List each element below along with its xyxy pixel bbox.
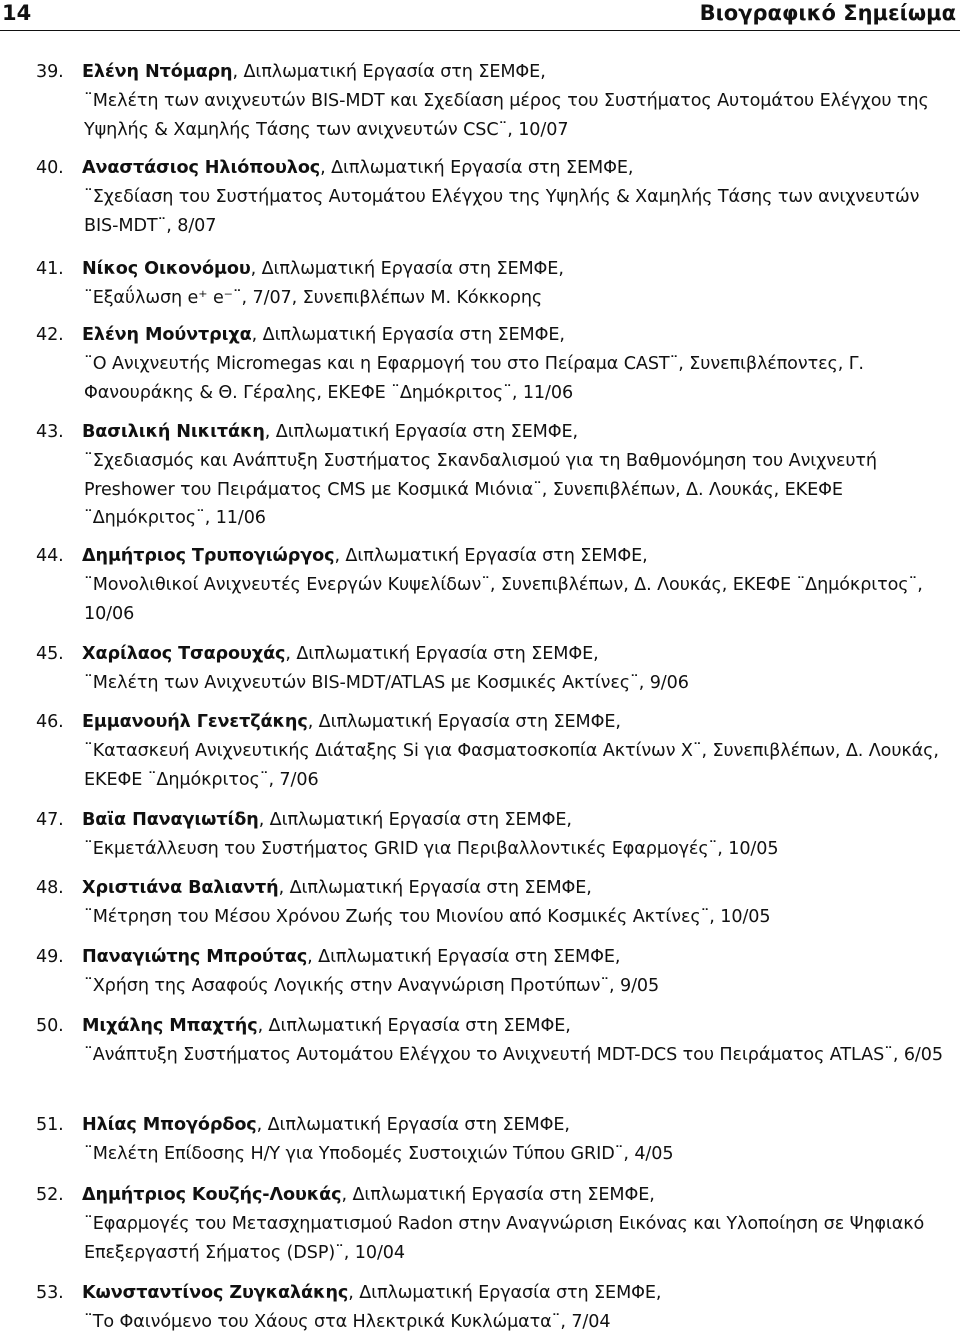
thesis-description: ¨Ο Ανιχνευτής Micromegas και η Εφαρμογή του στο Πείραμα CAST¨, Συνεπιβλέποντες, Γ. Φανουράκης & Θ. Γέραλης, ΕΚΕΦΕ ¨Δημόκριτος¨, 11/06 (84, 353, 864, 403)
thesis-affiliation: , Διπλωματική Εργασία στη ΣΕΜΦΕ, (232, 62, 546, 82)
list-item (36, 1279, 956, 1337)
thesis-description: ¨Μονολιθικοί Ανιχνευτές Ενεργών Κυψελίδων¨, Συνεπιβλέπων, Δ. Λουκάς, ΕΚΕΦΕ ¨Δημόκριτος¨, 10/06 (84, 574, 923, 624)
entry-number: 50. (36, 1016, 64, 1036)
list-item (36, 1181, 956, 1267)
student-name: Βαϊα Παναγιωτίδη (82, 810, 259, 830)
list-item (36, 255, 956, 313)
thesis-affiliation: , Διπλωματική Εργασία στη ΣΕΜΦΕ, (264, 422, 578, 442)
student-name: Νίκος Οικονόμου (82, 259, 251, 279)
thesis-affiliation: , Διπλωματική Εργασία στη ΣΕΜΦΕ, (307, 712, 621, 732)
thesis-description: ¨Μέτρηση του Μέσου Χρόνου Ζωής του Μιονίου από Κοσμικές Ακτίνες¨, 10/05 (84, 906, 771, 927)
entry-number: 49. (36, 947, 64, 967)
thesis-affiliation: , Διπλωματική Εργασία στη ΣΕΜΦΕ, (251, 325, 565, 345)
student-name: Μιχάλης Μπαχτής (82, 1016, 258, 1036)
student-name: Αναστάσιος Ηλιόπουλος (82, 158, 321, 178)
page-header (0, 0, 960, 31)
thesis-description: ¨Εξαΰλωση e⁺ e⁻¨, 7/07, Συνεπιβλέπων Μ. Κόκκορης (84, 287, 543, 308)
entry-number: 53. (36, 1283, 64, 1303)
thesis-affiliation: , Διπλωματική Εργασία στη ΣΕΜΦΕ, (341, 1185, 655, 1205)
list-item (36, 640, 956, 698)
entry-number: 48. (36, 878, 64, 898)
page-number: 14 (2, 1, 32, 25)
thesis-affiliation: , Διπλωματική Εργασία στη ΣΕΜΦΕ, (348, 1283, 662, 1303)
list-item (36, 806, 956, 864)
student-name: Βασιλική Νικιτάκη (82, 422, 265, 442)
thesis-affiliation: , Διπλωματική Εργασία στη ΣΕΜΦΕ, (256, 1115, 570, 1135)
thesis-affiliation: , Διπλωματική Εργασία στη ΣΕΜΦΕ, (320, 158, 634, 178)
entry-number: 43. (36, 422, 64, 442)
list-item (36, 1111, 956, 1169)
list-item (36, 542, 956, 628)
thesis-description: ¨Ανάπτυξη Συστήματος Αυτομάτου Ελέγχου το Ανιχνευτή MDT-DCS του Πειράματος ATLAS¨, 6/05 (84, 1044, 943, 1065)
entry-number: 42. (36, 325, 64, 345)
thesis-affiliation: , Διπλωματική Εργασία στη ΣΕΜΦΕ, (278, 878, 592, 898)
entry-number: 41. (36, 259, 64, 279)
thesis-affiliation: , Διπλωματική Εργασία στη ΣΕΜΦΕ, (250, 259, 564, 279)
list-item (36, 943, 956, 1001)
list-item (36, 874, 956, 932)
thesis-affiliation: , Διπλωματική Εργασία στη ΣΕΜΦΕ, (258, 810, 572, 830)
entry-number: 47. (36, 810, 64, 830)
thesis-affiliation: , Διπλωματική Εργασία στη ΣΕΜΦΕ, (285, 644, 599, 664)
student-name: Δημήτριος Κουζής-Λουκάς (82, 1185, 342, 1205)
student-name: Χαρίλαος Τσαρουχάς (82, 644, 286, 664)
thesis-affiliation: , Διπλωματική Εργασία στη ΣΕΜΦΕ, (334, 546, 648, 566)
entry-number: 40. (36, 158, 64, 178)
student-name: Παναγιώτης Μπρούτας (82, 947, 308, 967)
student-name: Ελένη Μούντριχα (82, 325, 252, 345)
thesis-description: ¨Σχεδίαση του Συστήματος Αυτομάτου Ελέγχου της Υψηλής & Χαμηλής Τάσης των ανιχνευτών BIS-MDT¨, 8/07 (84, 186, 920, 236)
entry-number: 52. (36, 1185, 64, 1205)
entry-number: 39. (36, 62, 64, 82)
student-name: Δημήτριος Τρυπογιώργος (82, 546, 335, 566)
list-item (36, 418, 956, 533)
list-item (36, 58, 956, 144)
entry-number: 44. (36, 546, 64, 566)
thesis-description: ¨Εκμετάλλευση του Συστήματος GRID για Περιβαλλοντικές Εφαρμογές¨, 10/05 (84, 838, 779, 859)
student-name: Κωνσταντίνος Ζυγκαλάκης (82, 1283, 349, 1303)
student-name: Εμμανουήλ Γενετζάκης (82, 712, 308, 732)
thesis-description: ¨Μελέτη των Ανιχνευτών BIS-MDT/ATLAS με Κοσμικές Ακτίνες¨, 9/06 (84, 672, 689, 693)
student-name: Χριστιάνα Βαλιαντή (82, 878, 279, 898)
thesis-description: ¨Σχεδιασμός και Ανάπτυξη Συστήματος Σκανδαλισμού για τη Βαθμονόμηση του Ανιχνευτή Preshower του Πειράματος CMS με Κοσμικά Μιόνια¨, Συνεπιβλέπων, Δ. Λουκάς, ΕΚΕΦΕ ¨Δημόκριτος¨, 11/06 (84, 450, 877, 529)
page-title: Βιογραφικό Σημείωμα (699, 1, 956, 25)
student-name: Ηλίας Μπογόρδος (82, 1115, 257, 1135)
list-item (36, 708, 956, 794)
entry-number: 45. (36, 644, 64, 664)
thesis-description: ¨Μελέτη Επίδοσης Η/Υ για Υποδομές Συστοιχιών Τύπου GRID¨, 4/05 (84, 1143, 674, 1164)
entry-number: 51. (36, 1115, 64, 1135)
thesis-description: ¨Χρήση της Ασαφούς Λογικής στην Αναγνώριση Προτύπων¨, 9/05 (84, 975, 660, 996)
list-item (36, 321, 956, 407)
thesis-description: ¨Μελέτη των ανιχνευτών BIS-MDT και Σχεδίαση μέρος του Συστήματος Αυτομάτου Ελέγχου της Υψηλής & Χαμηλής Τάσης των ανιχνευτών CSC¨, 10/07 (84, 90, 929, 140)
list-item (36, 1012, 956, 1070)
thesis-description: ¨Κατασκευή Ανιχνευτικής Διάταξης Si για Φασματοσκοπία Ακτίνων Χ¨, Συνεπιβλέπων, Δ. Λουκάς, ΕΚΕΦΕ ¨Δημόκριτος¨, 7/06 (84, 740, 939, 790)
thesis-affiliation: , Διπλωματική Εργασία στη ΣΕΜΦΕ, (257, 1016, 571, 1036)
list-item (36, 154, 956, 240)
thesis-description: ¨Εφαρμογές του Μετασχηματισμού Radon στην Αναγνώριση Εικόνας και Υλοποίηση σε Ψηφιακό Επεξεργαστή Σήματος (DSP)¨, 10/04 (84, 1213, 925, 1263)
thesis-affiliation: , Διπλωματική Εργασία στη ΣΕΜΦΕ, (307, 947, 621, 967)
thesis-description: ¨Το Φαινόμενο του Χάους στα Ηλεκτρικά Κυκλώματα¨, 7/04 (84, 1311, 611, 1332)
student-name: Ελένη Ντόμαρη (82, 62, 233, 82)
entry-number: 46. (36, 712, 64, 732)
